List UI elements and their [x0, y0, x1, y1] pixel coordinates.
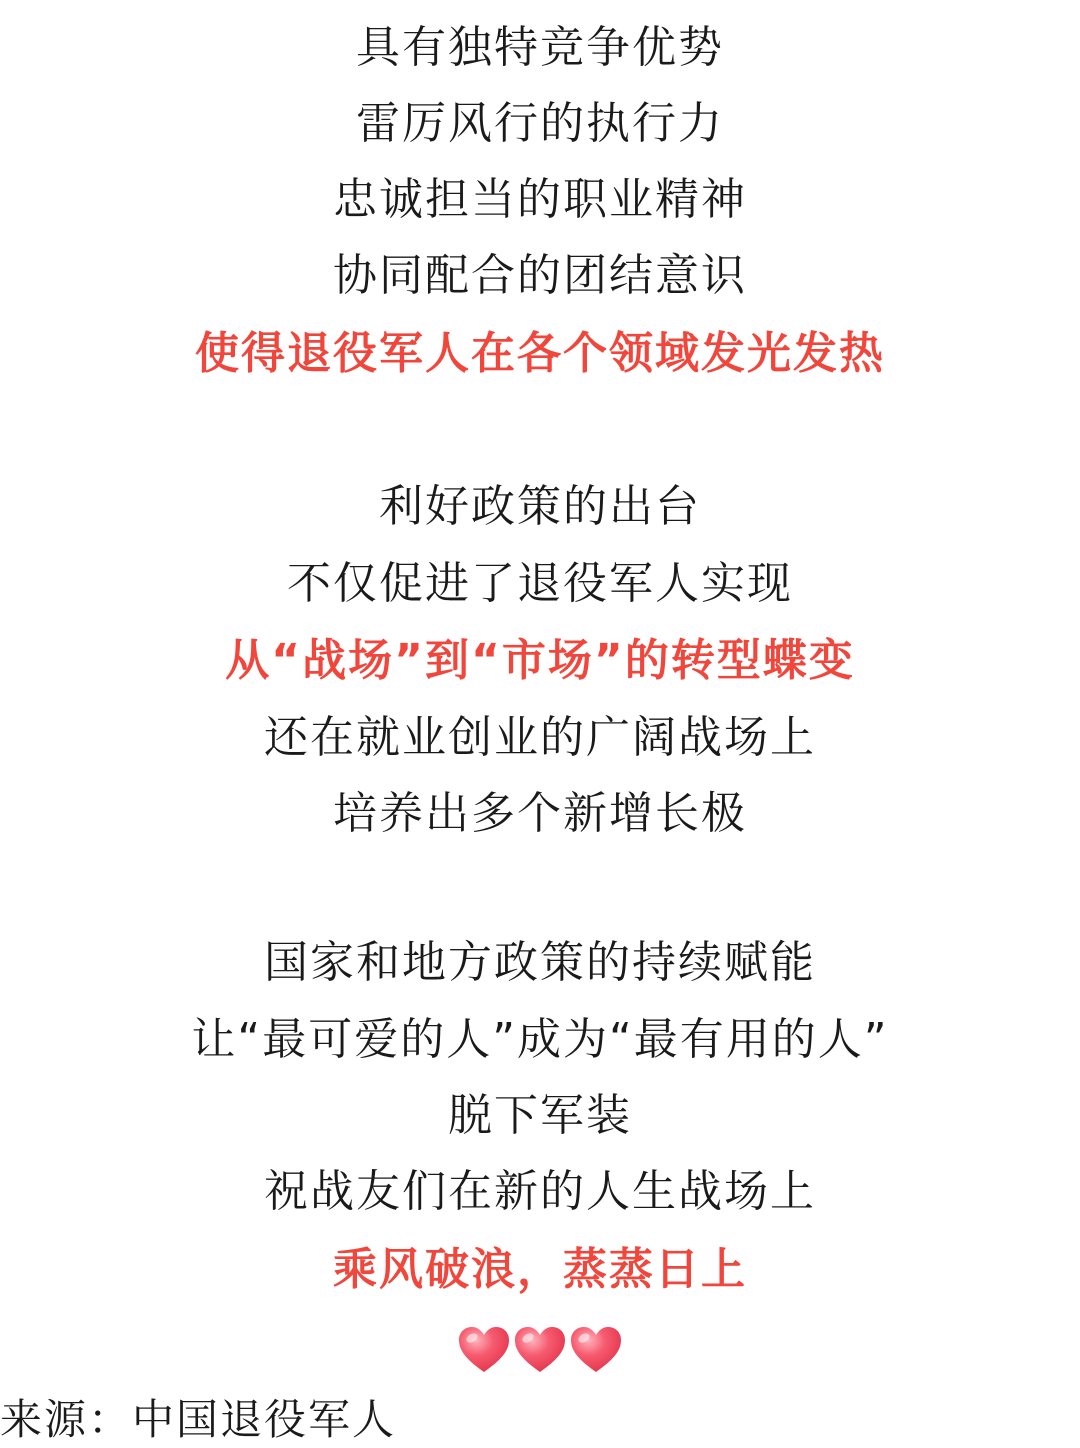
text-line: 雷厉风行的执行力	[356, 98, 724, 149]
text-line: 忠诚担当的职业精神	[333, 174, 747, 225]
text-line: 脱下军装	[448, 1090, 632, 1141]
heart-icon	[513, 1325, 567, 1375]
text-line: 利好政策的出台	[379, 481, 701, 532]
source-credit: 来源：中国退役军人	[0, 1395, 397, 1444]
text-line: 培养出多个新增长极	[333, 788, 747, 839]
highlight-line: 乘风破浪，蒸蒸日上	[333, 1244, 747, 1295]
text-line: 国家和地方政策的持续赋能	[264, 937, 816, 988]
hearts-decoration	[0, 1325, 1080, 1381]
text-line: 祝战友们在新的人生战场上	[264, 1166, 816, 1217]
heart-icon	[457, 1325, 511, 1375]
text-line: 让“最可爱的人”成为“最有用的人”	[191, 1014, 889, 1065]
highlight-line: 从“战场”到“市场”的转型蝶变	[225, 635, 855, 686]
text-line: 协同配合的团结意识	[333, 250, 747, 301]
text-line: 不仅促进了退役军人实现	[287, 558, 793, 609]
heart-icon	[569, 1325, 623, 1375]
text-line: 还在就业创业的广阔战场上	[264, 712, 816, 763]
highlight-line: 使得退役军人在各个领域发光发热	[195, 328, 885, 379]
text-line: 具有独特竞争优势	[356, 22, 724, 73]
